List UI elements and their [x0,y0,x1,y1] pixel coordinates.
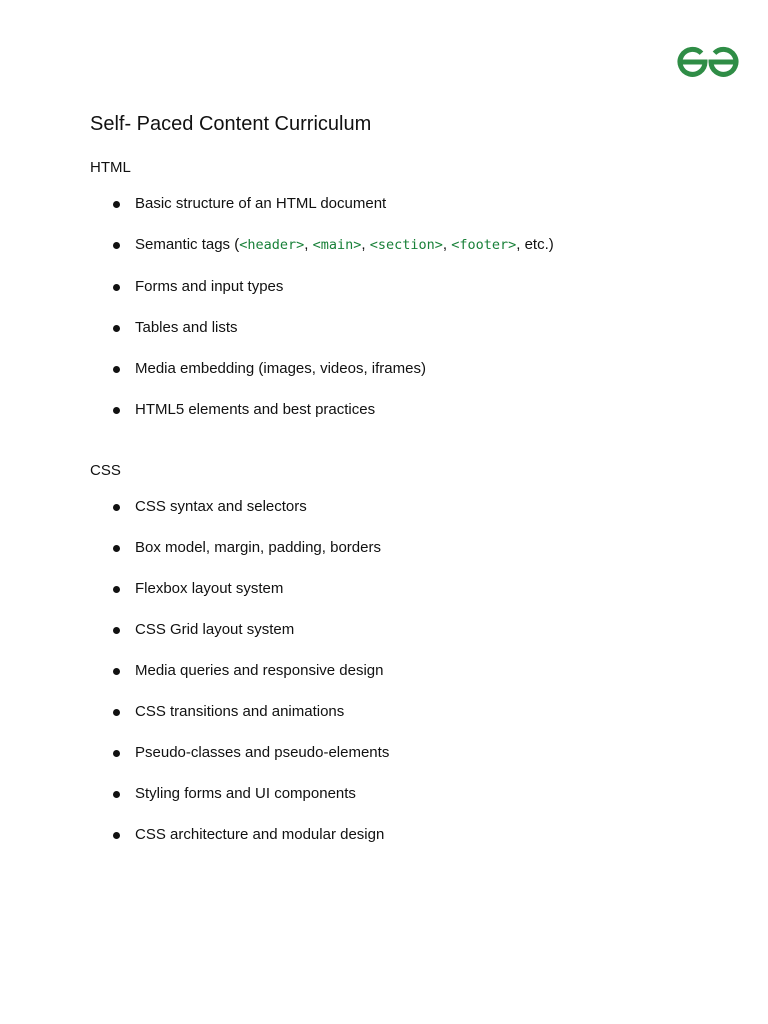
list-item-text: Basic structure of an HTML document [135,195,387,212]
list-item-text [135,236,554,254]
list-item-text: Forms and input types [135,278,284,295]
list-item [0,195,768,236]
list-item-text: CSS Grid layout system [135,621,295,638]
list-item-text: HTML5 elements and best practices [135,401,376,418]
list-item [0,826,768,867]
list-item-text: Flexbox layout system [135,580,284,597]
list-item-text: Tables and lists [135,319,238,336]
list-item [0,785,768,826]
bullet-icon [113,325,120,332]
list-item [0,360,768,401]
bullet-icon [113,201,120,208]
bullet-icon [113,366,120,373]
code-tag-section: <section> [369,237,443,253]
code-tag-main: <main> [312,237,362,253]
separator: , [304,236,313,253]
bullet-icon [113,545,120,552]
bullet-icon [113,242,120,249]
list-item [0,662,768,703]
list-item [0,319,768,360]
list-item-text: CSS syntax and selectors [135,498,307,515]
geeksforgeeks-logo-icon [677,45,739,79]
bullet-icon [113,586,120,593]
bullet-icon [113,504,120,511]
code-tag-footer: <footer> [451,237,517,253]
list-item-text: CSS transitions and animations [135,703,345,720]
list-item [0,703,768,744]
list-item-text: Media queries and responsive design [135,662,384,679]
list-item [0,621,768,662]
html-topic-list [0,195,768,442]
list-item [0,236,768,278]
item-prefix: Semantic tags ( [135,236,240,253]
section-heading-html: HTML [90,159,131,176]
list-item [0,401,768,442]
list-item [0,580,768,621]
bullet-icon [113,627,120,634]
list-item [0,744,768,785]
list-item-text: Media embedding (images, videos, iframes) [135,360,426,377]
separator: , [442,236,452,253]
bullet-icon [113,750,120,757]
list-item-text: Styling forms and UI components [135,785,356,802]
section-heading-css: CSS [90,462,121,479]
bullet-icon [113,407,120,414]
list-item [0,539,768,580]
bullet-icon [113,832,120,839]
item-suffix: , etc.) [516,236,554,253]
list-item-text: CSS architecture and modular design [135,826,385,843]
bullet-icon [113,709,120,716]
list-item-text: Pseudo-classes and pseudo-elements [135,744,390,761]
bullet-icon [113,284,120,291]
list-item [0,498,768,539]
bullet-icon [113,668,120,675]
list-item-text: Box model, margin, padding, borders [135,539,381,556]
code-tag-header: <header> [239,237,305,253]
css-topic-list [0,498,768,867]
document-title: Self- Paced Content Curriculum [90,113,372,135]
separator: , [361,236,370,253]
list-item [0,278,768,319]
bullet-icon [113,791,120,798]
